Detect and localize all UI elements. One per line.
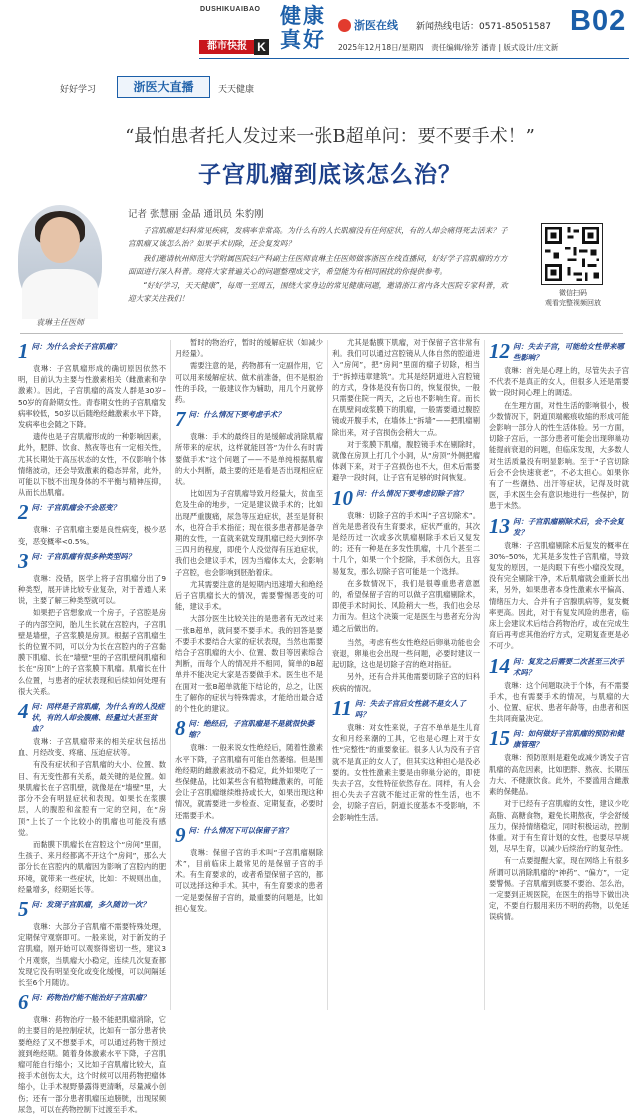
question-number: 10 [332, 485, 353, 510]
byline: 记者 张慧丽 金晶 通讯员 朱豹刚 [128, 209, 264, 220]
question-text: 问：为什么会长子宫肌瘤？ [31, 342, 121, 351]
answer-paragraph: 当然，考虑有些女性绝经后卵巢功能也会衰退，卵巢也会出现一些问题，必要时建议一起切除，这也是切除子宫的绝对指征。 [332, 637, 480, 670]
column-divider [327, 340, 328, 1010]
question-text: 问：什么情况下可以保留子宫？ [188, 825, 292, 835]
answer-paragraph: 袁琳：子宫肌瘤形成的确切原因依然不明，目前认为主要与性激素相关（雌激素和孕激素）。因此，子宫肌瘤的高发人群是30岁–50岁的育龄期女性。青春期女性的子宫肌瘤发病率较低，50岁以后随绝经雌激素水平下降，发病率也会随之下降。 [18, 364, 166, 430]
qa-block [18, 896, 166, 988]
answer-paragraph: 袁琳：子宫肌瘤剔除术后复发的概率在30%–50%，尤其是多发性子宫肌瘤，导致复发的原因，一是肉眼下有些小瘤没发现，没有完全剔除干净，术后肌瘤就会重新长出来，另外，如果患者本身性激素水平偏高、情绪压力大、合并有子宫腺肌病等，复发概率更高。因此，对于有复发风险的患者，临床上会建议术后结合药物治疗，或在完成生育后再考虑其他治疗方式，定期复查更是必不可少。 [489, 540, 629, 651]
section-title: 健康真好 [280, 4, 326, 52]
question-number: 4 [18, 699, 29, 724]
qa-block [489, 513, 629, 652]
answer-paragraph: 袁琳：首先是心理上的，尽管失去子宫不代表不是真正的女人，但很多人还是需要做一段时间心理上的调适。 [489, 366, 629, 398]
answer-paragraph: 对于浆膜下肌瘤，腹腔镜手术在剔除时，就像在房顶上打几个小洞，从“房顶”外侧把瘤体剥下来，对于子宫损伤也不大，但术后需要避孕一段时间，让子宫有足够的时间恢复。 [332, 439, 480, 483]
question-text: 问：失去子宫，可能给女性带来哪些影响？ [513, 342, 624, 362]
lead-paragraph: “好好学习，天天健康”，每周一至周五，围绕大家身边的常见健康问题，邀请浙江省内各大医院专家科普，欢迎大家关注我们！ [128, 281, 508, 304]
question-text: 问：绝经后，子宫肌瘤是不是就很快萎缩？ [188, 719, 315, 740]
answer-paragraph: 袁琳：预防原则是避免或减少诱发子宫肌瘤的高危因素，比如肥胖、熬夜、长期压力大、不健康饮食。此外，不要滥用含雌激素的保健品。 [489, 753, 629, 797]
question-text: 问：复发之后需要二次甚至三次手术吗？ [513, 656, 624, 677]
page-number: B02 [570, 5, 627, 37]
qa-block [175, 360, 323, 714]
question-number: 3 [18, 548, 29, 573]
main-headline: 子宫肌瘤到底该怎么治？ [198, 162, 462, 188]
question-number: 11 [332, 695, 352, 720]
k-logo-icon: K [254, 39, 269, 55]
question-number: 15 [489, 726, 510, 751]
qa-block [18, 548, 166, 697]
answer-paragraph: 有一点要提醒大家，现在网络上有很多所谓可以消除肌瘤的“神药”、“偏方”，一定要警惕。子宫肌瘤到底要不要治、怎么治，一定要到正规医院，在医生的指导下做出决定，不要自行服用来历不明的药物，以免延误病情。 [489, 856, 629, 922]
answer-paragraph: 在多数情况下，我们是很尊重患者意愿的，希望保留子宫的可以做子宫肌瘤剔除术，即使手术时间长、风险稍大一些，我们也会尽力而为。但这个决策一定是医生与患者充分沟通之后做出的。 [332, 578, 480, 633]
lead-paragraph: 我们邀请杭州师范大学附属医院妇产科副主任医师袁琳主任医师做客浙医在线直播间，好好学子宫肌瘤的方方面面进行深入科普。现将大家普遍关心的问题整理成文字，希望能为有相同困扰的你提供参考。 [128, 253, 508, 276]
answer-paragraph: 大部分医生比较关注的是患者有无改过来一张B超单，就问要不要手术。我的回答是要不要手术要结合大家的症状表现，当然也需要结合子宫肌瘤的大小、位置、数目等因素综合判断，而每个人的情况并不相同，简单的B超单并不能决定大家是否要做手术。医生也不是在面对一张B超单就能下结论的，总之，让医生了解你的症状与特殊需求，才能给出最合适的个性化的建议。 [175, 614, 323, 714]
question-number: 8 [175, 716, 186, 741]
masthead-rule [199, 58, 629, 59]
question-number: 1 [18, 339, 29, 363]
question-number: 7 [175, 407, 186, 432]
answer-paragraph: 袁琳：没错，医学上将子宫肌瘤分出了9种类型，展开讲比较专业复杂，对于普通人来说，主要了解三种类型就可以。 [18, 573, 166, 606]
qr-caption: 微信扫码 观看完整视频回放 [545, 289, 601, 307]
question-text: 问：药物治疗能不能治好子宫肌瘤？ [31, 993, 150, 1003]
qa-block [489, 653, 629, 725]
lead-paragraphs [128, 224, 513, 307]
answer-paragraph: 遗传也是子宫肌瘤形成的一种影响因素，此外，肥胖、饮食、熬夜等也有一定相关性，尤其长期处于高压状态的女性，不仅影响个体情绪波动，还会导致激素的稳态异常，此外，可能以下肢不出现身体的不平衡与精神压抑，从而长出肌瘤。 [18, 432, 166, 498]
lead-paragraph: 子宫肌瘤是妇科常见疾病，发病率非常高。为什么有的人长肌瘤没有任何症状，有的人却会痛得死去活来？子宫肌瘤又该怎么治？如果手术切除，还会复发吗？ [128, 226, 508, 249]
question-number: 13 [489, 513, 510, 538]
question-text: 问：子宫肌瘤剔除术后，会不会复发？ [513, 516, 624, 537]
answer-paragraph: 需要注意的是，药物都有一定副作用，它可以用来缓解症状、做术前准备，但不是根治性的手段，一般建议作为辅助，用几个月就停药。 [175, 361, 323, 405]
answer-paragraph: 袁琳：切除子宫的手术叫“子宫切除术”。首先是患者没有生育要求，症状严重的，其次是经历过一次或多次肌瘤剔除手术后又复发的；还有一种是在多发性肌瘤，十几个甚至二十几个，如果一个个挖除，手术创伤大，且容易复发，那么切除子宫可能是一个选择。 [332, 510, 480, 576]
answer-paragraph: 袁琳：对女性来说，子宫不单单是生儿育女和月经来潮的工具，它也是心理上对于女性“完整性”的重要象征。很多人认为没有子宫就不是真正的女人了，但其实这种担心是没必要的。女性性激素主要是由卵巢分泌的，即使失去子宫，女性特征依然存在。同样，有人会担心失去子宫就不能过正常的性生活，也不会，切除子宫后，阴道长度基本不受影响，不会影响性生活。 [332, 722, 480, 822]
column-divider [484, 340, 485, 1010]
question-text: 问：子宫肌瘤会不会恶变？ [31, 503, 121, 513]
qa-block [18, 341, 166, 498]
paper-english-name: DUSHIKUAIBAO [200, 6, 261, 13]
answer-paragraph: 尤其是黏膜下肌瘤，对于保留子宫非常有利。我们可以通过宫腔镜从人体自然的腔道进入“房间”，把“房间”里面的瘤子切除，相当于“拆掉违章建筑”。尤其是经阴道进入宫腔镜的方式，身体是没有伤口的，恢复很快，一般只需要住院一两天，之后也不影响生育。而长在肌壁间或浆膜下的肌瘤，一般需要通过腹腔镜或开腹手术，在墙体上“拆墙”——把肌瘤剔除出来，对子宫损伤会稍大一点。 [332, 338, 480, 437]
qa-block [175, 718, 323, 820]
answer-paragraph: 袁琳：药物治疗一般不能把肌瘤消除，它的主要目的是控制症状，比如有一部分患者快要绝经了又不想要手术，可以通过药物干预过渡到绝经期。随着身体激素水平下降，子宫肌瘤可能自行缩小；又比如子宫肌瘤比较大，直接手术创伤太大，这个时候可以用药物把瘤体缩小，让手术视野暴露得更清晰，尽量减小创伤；还有一部分患者肌瘤压迫膀胱，出现尿频尿急，可以在药物控制下过渡至手术。 [18, 1015, 166, 1114]
question-text: 问：如何做好子宫肌瘤的预防和健康管理？ [513, 729, 624, 750]
doctor-portrait [18, 205, 102, 313]
answer-paragraph: 尤其需要注意的是短期内迅速增大和绝经后子宫肌瘤长大的情况，需要警惕恶变的可能，建议手术。 [175, 579, 323, 612]
answer-paragraph: 袁琳：手术的最终目的是缓解或消除肌瘤所带来的症状，这样就能回答“为什么有时需要做手术”这个问题了——不是单纯根据肌瘤的大小判断，最主要的还是看是否出现相应症状。 [175, 432, 323, 487]
question-number: 5 [18, 896, 29, 921]
partner-name: 浙医在线 [354, 19, 398, 32]
qa-block [18, 502, 166, 546]
kicker-headline: “最怕患者托人发过来一张B超单问：要不要手术！” [125, 126, 535, 147]
question-text: 问：发现子宫肌瘤，多久随访一次？ [31, 899, 150, 909]
partner-logo-icon [338, 19, 351, 32]
question-number: 6 [18, 990, 29, 1015]
answer-paragraph: 袁琳：一般来说女性绝经后，随着性激素水平下降，子宫肌瘤有可能自然萎缩。但是围绝经期的雌激素波动不稳定，此外如果吃了一些保健品，比如某些含有植物雌激素的，可能会让子宫肌瘤继续维持或长大，如果出现这种情况，就需要进一步检查、定期复查，必要时还需要手术。 [175, 743, 323, 820]
answer-paragraph: 比如因为子宫肌瘤导致月经量大，贫血至危及生命的地步，一定是建议做手术的；比如出现严重腹痛，尿急等压迫症状，甚至是肾积水，也符合手术指征；现在很多患者都是备孕期的女性，一直就来就发现肌瘤已经大到怀孕三四月的程度，即使个人没觉得有压迫症状，我们也会建议手术，因为当瘤体太大，会影响子宫腔，也会影响到胚胎着床。 [175, 489, 323, 577]
answer-paragraph: 有没有症状和子宫肌瘤的大小、位置、数目、有无变性都有关系，最关键的是位置。如果肌瘤长在子宫肌壁，就像是在“墙壁”里，大部分不会有明显症状和表现。如果长在浆膜层，人的腹腔和盆腔有一定的空间，在“房顶”上长了一个比较小的肌瘤也可能没有感觉。 [18, 760, 166, 837]
banner-right-text: 天天健康 [218, 85, 255, 95]
column-divider [170, 340, 171, 1010]
banner-left-text: 好好学习 [60, 85, 97, 95]
news-hotline: 新闻热线电话：0571-85051587 [416, 22, 551, 32]
answer-paragraph: 如果把子宫想象成一个房子，子宫腔是房子的内部空间，胎儿生长就在宫腔内，子宫肌壁是墙壁，子宫浆膜是房顶。根据子宫肌瘤生长的位置不同，可以分为长在宫腔内的子宫黏膜下肌瘤、长在“墙壁”里的子宫肌壁间肌瘤和长在“房顶”上的子宫浆膜下肌瘤。肌瘤长在什么位置，与患者的症状表现和后续如何处理有很大关系。 [18, 608, 166, 696]
question-number: 9 [175, 822, 186, 847]
article-column-4 [489, 337, 629, 1013]
article-column-2 [175, 337, 323, 1013]
qa-block [175, 822, 323, 914]
answer-paragraph: 在生理方面，对性生活的影响很小，极少数情况下，阴道顶端瘢痕收缩的形成可能会影响一部分人的性生活体验。另一方面，切除子宫后，一部分患者可能会出现卵巢功能提前衰退的问题，但临床发现，大多数人对生活质量没有明显影响。至于“子宫切除后会不会快速衰老”，不必太担心。如果你有了一些潮热、出汗等症状，记得及时就医，手术医生会有意识地进行一些保护，防患于未然。 [489, 400, 629, 511]
answer-paragraph: 袁琳：子宫肌瘤主要是良性病变，极少恶变，恶变概率<0.5%。 [18, 525, 166, 546]
lead-divider [20, 333, 623, 334]
qa-block [332, 637, 480, 823]
question-text: 问：子宫肌瘤有很多种类型吗？ [31, 551, 135, 561]
answer-paragraph: 另外，还有合并其他需要切除子宫的妇科疾病的情况。 [332, 672, 480, 693]
answer-paragraph: 对于已经有子宫肌瘤的女性，建议少吃高脂、高糖食物，避免长期熬夜，学会舒缓压力，保持情绪稳定，同时积极运动，控制体重。对于有生育计划的女性，也要尽早规划，尽早生育，以减少后续治疗的复杂性。 [489, 799, 629, 854]
question-text: 问：什么情况下要考虑切除子宫？ [356, 488, 467, 498]
portrait-caption: 袁琳主任医师 [36, 318, 84, 327]
answer-paragraph: 而黏膜下肌瘤长在宫腔这个“房间”里面，生孩子、来月经都离不开这个“房间”，那么大部分长在宫腔内的肌瘤因为影响了宫腔内的肥环境，就带来一些症状，比如：不规则出血，经量增多，经期延长等。 [18, 839, 166, 894]
question-text: 问：失去子宫后女性就不是女人了吗？ [354, 698, 466, 719]
masthead [0, 0, 642, 58]
question-number: 2 [18, 500, 29, 525]
question-number: 14 [489, 653, 510, 678]
answer-paragraph: 袁琳：大部分子宫肌瘤不需要特殊处理，定期保守观察即可。一般来说，对于新发的子宫肌瘤，刚开始可以观察得密切一些，建议3个月观察，当肌瘤大小稳定，连续几次复查都发现它没有明显变化或变化缓慢，可以间隔延长至6个月随访。 [18, 921, 166, 987]
answer-paragraph: 袁琳：子宫肌瘤带来的相关症状包括出血、月经改变、疼痛、压迫症状等。 [18, 737, 166, 758]
question-number: 12 [489, 339, 510, 363]
paper-logo: 都市快报 [199, 40, 255, 54]
answer-paragraph: 暂时的物治疗，暂时的缓解症状（如减少月经量）。 [175, 338, 323, 359]
qr-code-icon[interactable] [541, 223, 603, 285]
qa-block [18, 992, 166, 1115]
answer-paragraph: 袁琳：这个问题取决于个体，有不需要手术，也有需要手术的情况，与肌瘤的大小、位置、症状、患者年龄等，由患者和医生共同商量决定。 [489, 680, 629, 724]
article-column-1 [18, 337, 166, 1114]
qa-block [332, 485, 480, 634]
article-column-3 [332, 337, 480, 1013]
answer-paragraph: 袁琳：保留子宫的手术叫“子宫肌瘤剔除术”，目前临床上最常见的是保留子宫的手术。有生育要求的，或者希望保留子宫的，都可以选择这种手术。其中，有生育要求的患者一定是要保留子宫的，最重要的问题是，比如担心复发。 [175, 847, 323, 913]
question-text: 问：同样是子宫肌瘤，为什么有的人没症状，有的人却会腹痛、经量过大甚至贫血？ [31, 702, 165, 734]
question-text: 问：什么情况下要考虑手术？ [188, 410, 285, 420]
qa-block [489, 728, 629, 922]
banner-studio-name: 浙医大直播 [117, 76, 210, 98]
qa-block [489, 341, 629, 512]
qa-block [18, 701, 166, 895]
dateline: 2025年12月18日/星期四 责任编辑/徐芳 潘青 | 版式设计/庄文新 [338, 43, 559, 52]
